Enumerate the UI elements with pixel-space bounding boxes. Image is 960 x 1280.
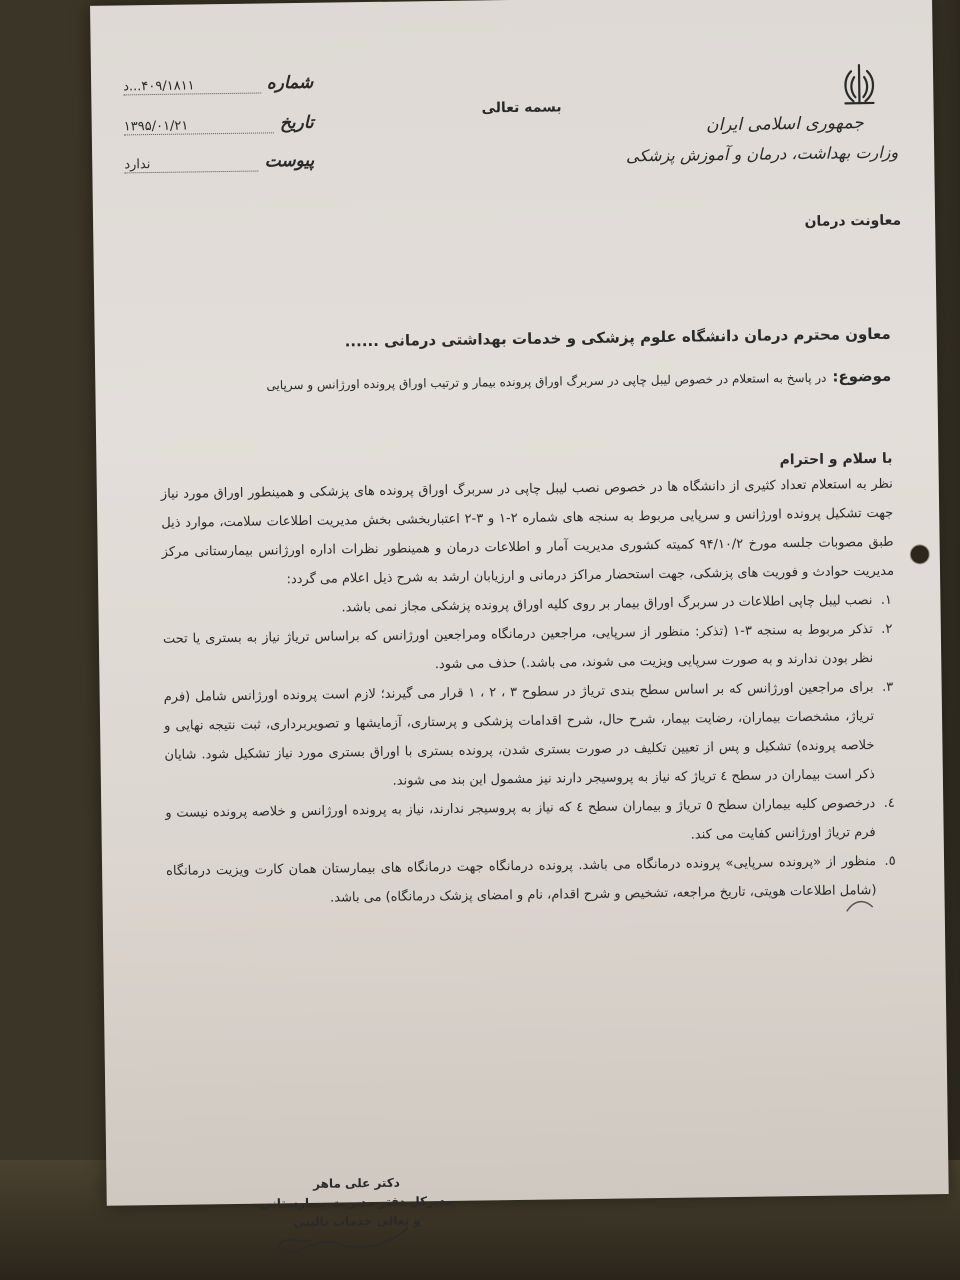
list-item-number: ٤. (883, 795, 895, 811)
list-item-text: منظور از «پرونده سرپایی» پرونده درمانگاه می باشد. پرونده درمانگاه جهت درمانگاه های بیمارستان همان کارت ویزیت درمانگاه (شامل اطلاعات هویتی، تاریخ مراجعه، تشخیص و شرح اقدام، نام و امضای پزشک درمانگاه) می باشد. (166, 853, 877, 906)
basmala-heading: بسمه تعالی (481, 99, 562, 117)
list-item (163, 615, 896, 683)
subject-text: در پاسخ به استعلام در خصوص لیبل چاپی در سربرگ اوراق پرونده بیمار و ترتیب اوراق پرونده اورژانس و سرپایی (266, 370, 827, 393)
signatory-title-1: مدیرکل دفتر مدیریت بیمارستانی (260, 1193, 454, 1211)
reference-number-row (123, 73, 313, 96)
letter-page (90, 0, 949, 1230)
letter-body (161, 470, 899, 915)
date-row (124, 113, 314, 136)
list-item-text: نصب لیبل چاپی اطلاعات در سربرگ اوراق بیمار بر روی کلیه اوراق پرونده پزشکی مجاز نمی باشد. (341, 593, 873, 616)
numbered-list (162, 586, 898, 915)
ministry-line-2: وزارت بهداشت، درمان و آموزش پزشکی (625, 142, 899, 166)
list-item (164, 673, 898, 799)
punch-hole (910, 544, 930, 564)
number-label: شماره (266, 72, 314, 94)
list-item-number: ۱. (880, 592, 893, 608)
iran-emblem-icon (837, 61, 882, 108)
list-item-text: درخصوص کلیه بیماران سطح ٥ تریاژ و بیماران سطح ٤ که نیاز به پروسیجر ندارند، نیاز به پرونده اورژانس و خلاصه پرونده نیست و فرم تریاژ اورژانس کفایت می کند. (165, 795, 876, 843)
list-item (165, 789, 898, 857)
addressee-line: معاون محترم درمان دانشگاه علوم پزشکی و خدمات بهداشتی درمانی ...... (344, 324, 891, 351)
ministry-line-1: جمهوری اسلامی ایران (705, 113, 864, 136)
signatory-name: دکتر علی ماهر (313, 1175, 401, 1191)
pen-mark (845, 895, 875, 915)
list-item (166, 847, 899, 915)
greeting-line: با سلام و احترام (779, 450, 893, 469)
date-label: تاریخ (279, 112, 314, 134)
number-value: ۴۰۹/۱۸۱۱...د (123, 78, 261, 96)
intro-paragraph: نظر به استعلام تعداد کثیری از دانشگاه ها در خصوص نصب لیبل چاپی در سربرگ اوراق پرونده های پزشکی و همینطور اوراق مورد نیاز جهت تشکیل پرونده اورژانس و سرپایی مربوط به سنجه های شماره ۲-۱ و ۳-۲ اعتباربخشی بخش مدیریت اطلاعات سلامت، موارد ذیل طبق مصوبات جلسه مورخ ۹۴/۱۰/۲ کمیته کشوری مدیریت آمار و اطلاعات درمان و همینطور نظرات اداره اورژانس بیمارستانی مرکز مدیریت حوادث و فوریت های پزشکی، جهت استحضار مراکز درمانی و ارزیابان ارشد به شرح ذیل اعلام می گردد: (160, 476, 895, 588)
list-item-number: ۲. (881, 621, 893, 637)
attachment-value: ندارد (124, 156, 259, 174)
attachment-label: پیوست (264, 150, 315, 172)
list-item-text: تذکر مربوط به سنجه ۳-۱ (تذکر: منظور از سرپایی، مراجعین درمانگاه ومراجعین اورژانس که براساس تریاژ نیاز به بستری یا تحت نظر بودن ندارند و به صورت سرپایی ویزیت می شوند، می باشد.) حذف می شود. (162, 622, 874, 673)
list-item-number: ٥. (884, 853, 896, 869)
subject-line (151, 367, 891, 395)
attachment-row (124, 151, 314, 174)
list-item-text: برای مراجعین اورژانس که بر اساس سطح بندی تریاژ در سطوح ۳ ، ۲ ، ۱ قرار می گیرند؛ لازم است پرونده اورژانس شامل (فرم تریاژ، مشخصات بیماران، رضایت بیمار، شرح حال، شرح اقدامات پزشکی و پرستاری، آزمایشها و تصویربرداری، ثبت نتیجه نهایی و خلاصه پرونده) تشکیل و پس از تعیین تکلیف در صورت بستری شدن، پرونده بستری با اوراق بستری مورد نیاز تشکیل شود. شایان ذکر است بیماران در سطح ٤ تریاژ که نیاز به پروسیجر دارند نیز مشمول این بند می شوند. (163, 680, 875, 789)
subject-label: موضوع: (832, 366, 892, 386)
deputy-unit-title: معاونت درمان (804, 212, 902, 230)
handwritten-signature (267, 1216, 418, 1258)
list-item-number: ۳. (881, 679, 894, 695)
signatory-title-2: و تعالی خدمات بالینی (293, 1213, 421, 1230)
date-value: ۱۳۹۵/۰۱/۲۱ (124, 117, 274, 135)
